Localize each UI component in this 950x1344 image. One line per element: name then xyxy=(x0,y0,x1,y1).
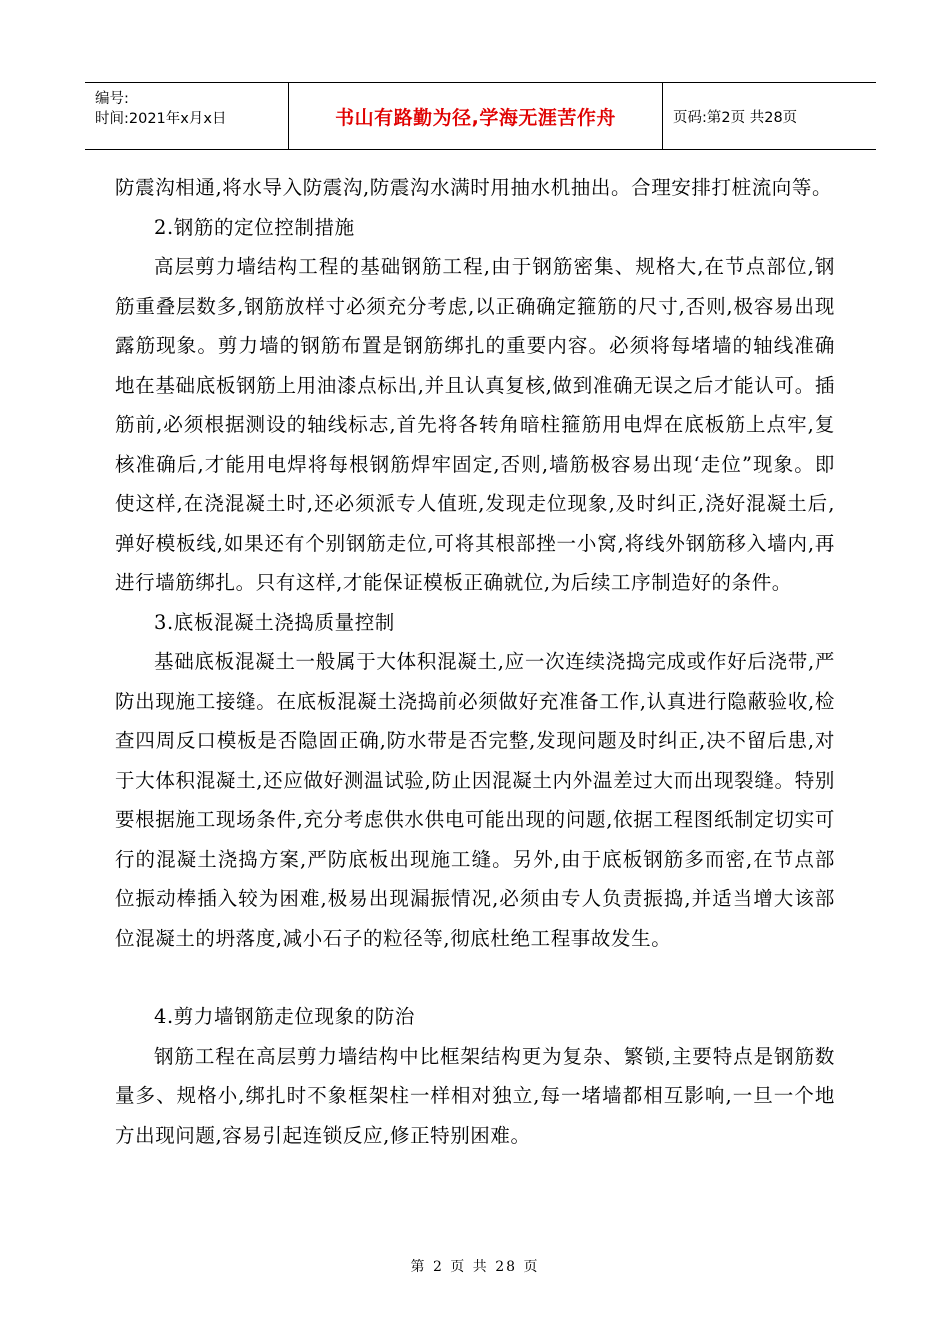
section-heading-2: 2.钢筋的定位控制措施 xyxy=(154,215,355,239)
header-motto: 书山有路勤为径,学海无涯苦作舟 xyxy=(335,106,616,129)
header-page-info: 页码:第2页 共28页 xyxy=(673,109,798,126)
paragraph-rebar-positioning: 高层剪力墙结构工程的基础钢筋工程,由于钢筋密集、规格大,在节点部位,钢筋重叠层数多,钢筋放样寸必须充分考虑,以正确确定箍筋的尺寸,否则,极容易出现露筋现象。剪力墙的钢筋布置是钢筋绑扎的重要内容。必须将每堵墙的轴线准确地在基础底板钢筋上用油漆点标出,并且认真复核,做到准确无误之后才能认可。插筋前,必须根据测设的轴线标志,首先将各转角暗柱箍筋用电焊在底板筋上点牢,复核准确后,才能用电焊将每根钢筋焊牢固定,否则,墙筋极容易出现‘走位”现象。即使这样,在浇混凝土时,还必须派专人值班,发现走位现象,及时纠正,浇好混凝土后,弹好模板线,如果还有个别钢筋走位,可将其根部挫一小窝,将线外钢筋移入墙内,再进行墙筋绑扎。只有这样,才能保证模板正确就位,为后续工序制造好的条件。 xyxy=(115,255,835,594)
paragraph-shear-wall-rebar: 钢筋工程在高层剪力墙结构中比框架结构更为复杂、繁锁,主要特点是钢筋数量多、规格小,绑扎时不象框架柱一样相对独立,每一堵墙都相互影响,一旦一个地方出现问题,容易引起连锁反应,修正特别困难。 xyxy=(115,1044,835,1147)
page-footer: 第 2 页 共 28 页 xyxy=(410,1259,540,1275)
section-heading-4: 4.剪力墙钢筋走位现象的防治 xyxy=(154,1005,416,1028)
section-heading-3: 3.底板混凝土浇捣质量控制 xyxy=(154,610,395,634)
document-header xyxy=(85,82,876,150)
header-motto-cell xyxy=(288,83,663,149)
paragraph-continuation: 防震沟相通,将水导入防震沟,防震沟水满时用抽水机抽出。合理安排打桩流向等。 xyxy=(115,176,833,199)
header-meta xyxy=(85,83,288,149)
document-number-label: 编号: xyxy=(95,91,129,107)
paragraph-slab-concrete: 基础底板混凝土一般属于大体积混凝土,应一次连续浇捣完成或作好后浇带,严防出现施工接缝。在底板混凝土浇捣前必须做好充准备工作,认真进行隐蔽验收,检查四周反口模板是否隐固正确,防水带是否完整,发现问题及时纠正,决不留后患,对于大体积混凝土,还应做好测温试验,防止因混凝土内外温差过大而出现裂缝。特别要根据施工现场条件,充分考虑供水供电可能出现的问题,依据工程图纸制定切实可行的混凝土浇捣方案,严防底板出现施工缝。另外,由于底板钢筋多而密,在节点部位振动棒插入较为困难,极易出现漏振情况,必须由专人负责振捣,并适当增大该部位混凝土的坍落度,减小石子的粒径等,彻底杜绝工程事故发生。 xyxy=(115,650,835,950)
header-page-info-cell xyxy=(663,83,876,149)
document-time-label: 时间:2021年x月x日 xyxy=(95,111,227,127)
document-body xyxy=(115,168,835,1155)
